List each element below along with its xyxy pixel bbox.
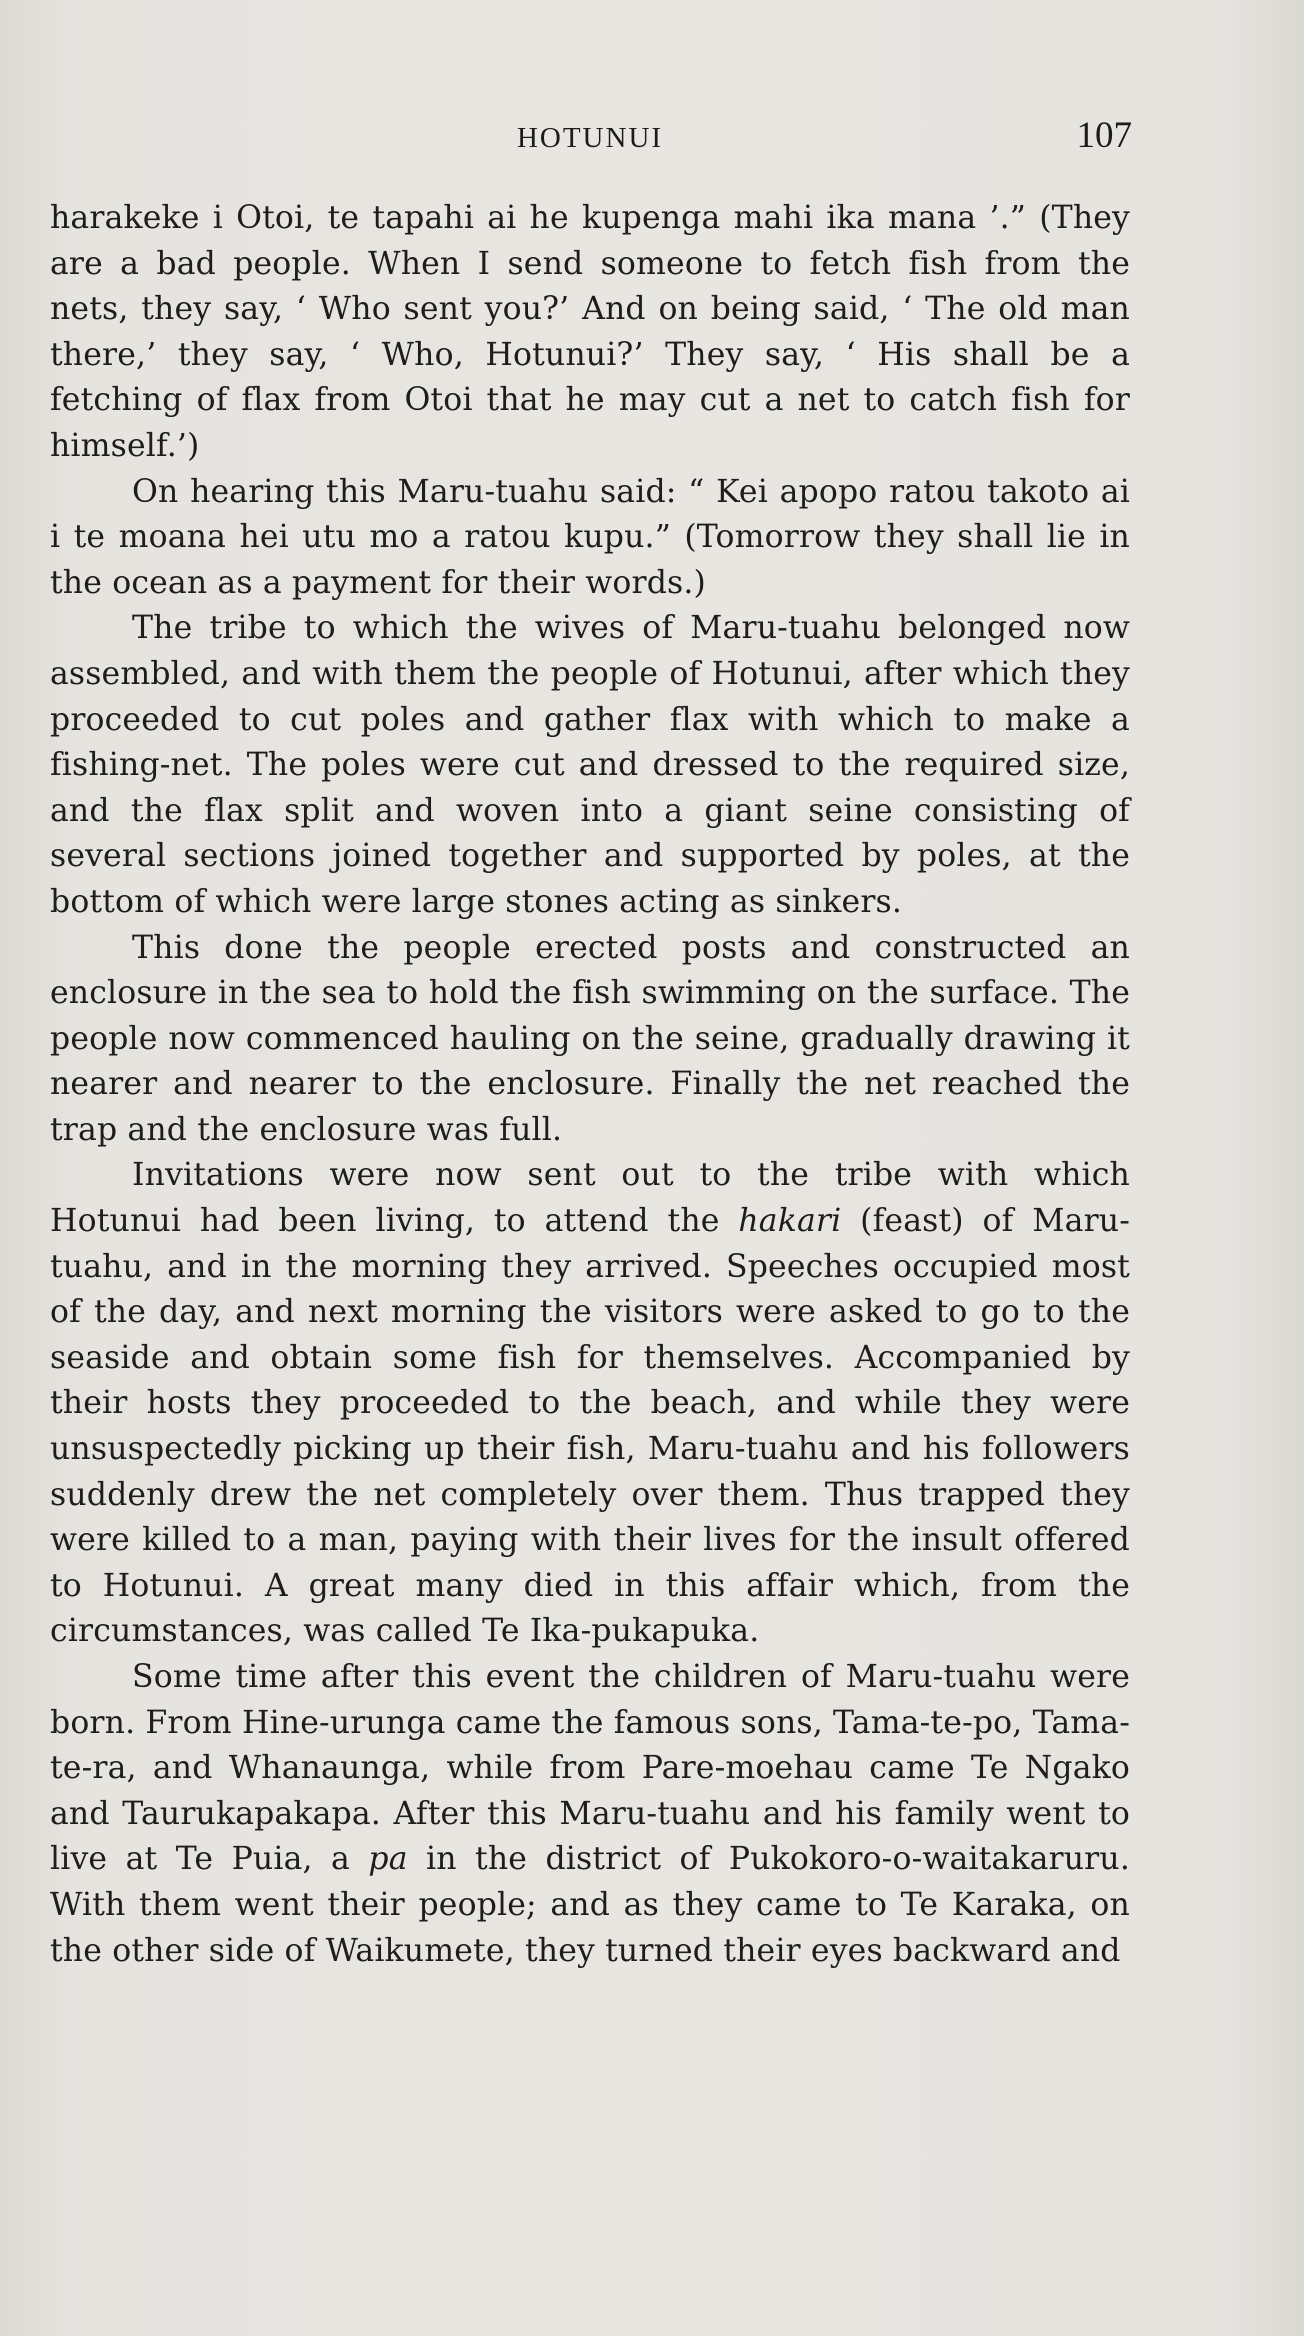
paragraph-6: [50, 1655, 1130, 1974]
paragraph-5-text-b: (feast) of Maru-tuahu, and in the morning they arrived. Speeches occupied most of the day, and next morning the visitors were asked to go to the seaside and obtain some fish for themselves. Accompanied by their hosts they proceeded to the beach, and while they were unsuspectedly picking up their fish, Maru-tuahu and his followers suddenly drew the net completely over them. Thus trapped they were killed to a man, paying with their lives for the insult offered to Hotunui. A great many died in this affair which, from the circumstances, was called Te Ika-pukapuka.: [50, 1203, 1131, 1650]
paragraph-6-text-b: in the district of Pukokoro-o-waitakaruru. With them went their people; and as they came to Te Karaka, on the other side of Waikumete, they turned their eyes backward and: [50, 1841, 1130, 1969]
paragraph-5: [50, 1153, 1130, 1655]
body-text: [50, 196, 1130, 1974]
paragraph-2: On hearing this Maru-tuahu said: “ Kei apopo ratou takoto ai i te moana hei utu mo a ratou kupu.” (Tomorrow they shall lie in the ocean as a payment for their words.): [50, 473, 1130, 601]
paragraph-1: harakeke i Otoi, te tapahi ai he kupenga mahi ika mana ’.” (They are a bad people. When I send someone to fetch fish from the nets, they say, ‘ Who sent you?’ And on being said, ‘ The old man there,’ they say, ‘ Who, Hotunui?’ They say, ‘ His shall be a fetching of flax from Otoi that he may cut a net to catch fish for himself.’): [50, 200, 1130, 464]
paragraph-3: The tribe to which the wives of Maru-tuahu belonged now assembled, and with them the people of Hotunui, after which they proceeded to cut poles and gather flax with which to make a fishing-net. The poles were cut and dressed to the required size, and the flax split and woven into a giant seine consisting of several sections joined together and supported by poles, at the bottom of which were large stones acting as sinkers.: [50, 610, 1130, 920]
paragraph-4: This done the people erected posts and constructed an enclosure in the sea to hold the fish swimming on the surface. The people now commenced hauling on the seine, gradually drawing it nearer and nearer to the enclosure. Finally the net reached the trap and the enclosure was full.: [50, 929, 1130, 1148]
paragraph-5-text-a: Invitations were now sent out to the tribe with which Hotunui had been living, to attend the: [50, 1157, 1130, 1240]
page-header: [0, 112, 1304, 162]
running-title: HOTUNUI: [516, 122, 664, 154]
paragraph-6-text-a: Some time after this event the children of Maru-tuahu were born. From Hine-urunga came the famous sons, Tama-te-po, Tama-te-ra, and Whanaunga, while from Pare-moehau came Te Ngako and Taurukapakapa. After this Maru-tuahu and his family went to live at Te Puia, a: [50, 1659, 1130, 1878]
page-number: 107: [1076, 115, 1132, 156]
italic-term-pa: pa: [368, 1841, 408, 1878]
italic-term-hakari: hakari: [738, 1203, 842, 1240]
